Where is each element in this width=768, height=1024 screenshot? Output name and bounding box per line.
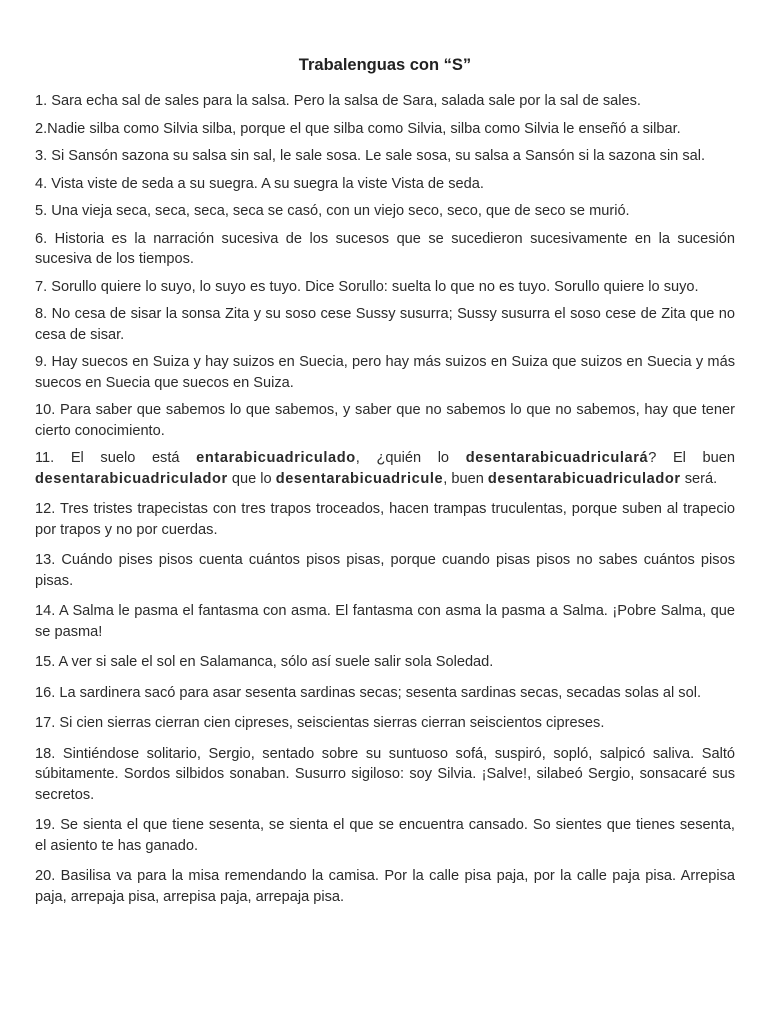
bold-word: desentarabicuadriculador — [487, 470, 681, 487]
list-item — [35, 448, 735, 489]
list-item: 3. Si Sansón sazona su salsa sin sal, le sale sosa. Le sale sosa, su salsa a Sansón si la sazona sin sal. — [35, 148, 706, 164]
list-item: 20. Basilisa va para la misa remendando la camisa. Por la calle pisa paja, por la calle paja pisa. Arrepisa paja, arrepaja pisa, arrepisa paja, arrepaja pisa. — [35, 868, 735, 905]
bold-word: desentarabicuadriculará — [465, 450, 649, 466]
list-item: 13. Cuándo pises pisos cuenta cuántos pisos pisas, porque cuando pisas pisos no sabes cuántos pisos pisas. — [35, 552, 735, 589]
list-item: 19. Se sienta el que tiene sesenta, se sienta el que se encuentra cansado. So sientes que tienes sesenta, el asiento te has ganado. — [35, 817, 735, 854]
item-text: , buen — [443, 470, 488, 487]
item-text: ? El buen — [648, 450, 736, 466]
list-item: 15. A ver si sale el sol en Salamanca, sólo así suele salir sola Soledad. — [35, 654, 494, 670]
tongue-twister-list — [35, 91, 735, 907]
item-text: que lo — [227, 470, 276, 487]
list-item: 10. Para saber que sabemos lo que sabemos, y saber que no sabemos lo que no sabemos, hay que tener cierto conocimiento. — [35, 402, 735, 439]
list-item: 14. A Salma le pasma el fantasma con asma. El fantasma con asma la pasma a Salma. ¡Pobre Salma, que se pasma! — [35, 603, 735, 640]
list-item: 12. Tres tristes trapecistas con tres trapos troceados, hacen trampas truculentas, porque suben al trapecio por trapos y no por cuerdas. — [35, 501, 735, 538]
list-item: 8. No cesa de sisar la sonsa Zita y su soso cese Sussy susurra; Sussy susurra el soso cese de Zita que no cesa de sisar. — [35, 306, 735, 343]
list-item: 7. Sorullo quiere lo suyo, lo suyo es tuyo. Dice Sorullo: suelta lo que no es tuyo. Sorullo quiere lo suyo. — [35, 278, 699, 295]
bold-word: desentarabicuadriculador — [35, 470, 228, 487]
list-item: 1. Sara echa sal de sales para la salsa. Pero la salsa de Sara, salada sale por la sal de sales. — [35, 93, 641, 109]
list-item: 17. Si cien sierras cierran cien cipreses, seiscientas sierras cierran seiscientos cipreses. — [35, 715, 605, 731]
item-text: 11. El suelo está — [35, 450, 197, 466]
item-text: será. — [680, 470, 718, 487]
list-item: 18. Sintiéndose solitario, Sergio, sentado sobre su suntuoso sofá, suspiró, sopló, salpicó saliva. Saltó súbitamente. Sordos silbidos sonaban. Susurro sigiloso: soy Silvia. ¡Salve!, silabeó Sergio, sonsacaré sus secretos. — [35, 745, 735, 803]
page-title: Trabalenguas con “S” — [298, 56, 472, 74]
bold-word: desentarabicuadricule — [275, 470, 444, 487]
list-item: 2.Nadie silba como Silvia silba, porque el que silba como Silvia, silba como Silvia le enseñó a silbar. — [35, 120, 681, 137]
list-item: 16. La sardinera sacó para asar sesenta sardinas secas; sesenta sardinas secas, secadas solas al sol. — [35, 684, 702, 701]
list-item: 9. Hay suecos en Suiza y hay suizos en Suecia, pero hay más suizos en Suiza que suizos en Suecia y más suecos en Suecia que suecos en Suiza. — [35, 354, 735, 391]
list-item: 5. Una vieja seca, seca, seca, seca se casó, con un viejo seco, seco, que de seco se murió. — [35, 203, 630, 219]
list-item: 6. Historia es la narración sucesiva de los sucesos que se sucedieron sucesivamente en la sucesión sucesiva de los tiempos. — [35, 230, 735, 267]
bold-word: entarabicuadriculado — [196, 450, 356, 466]
list-item: 4. Vista viste de seda a su suegra. A su suegra la viste Vista de seda. — [35, 175, 484, 192]
item-text: , ¿quién lo — [355, 450, 466, 466]
